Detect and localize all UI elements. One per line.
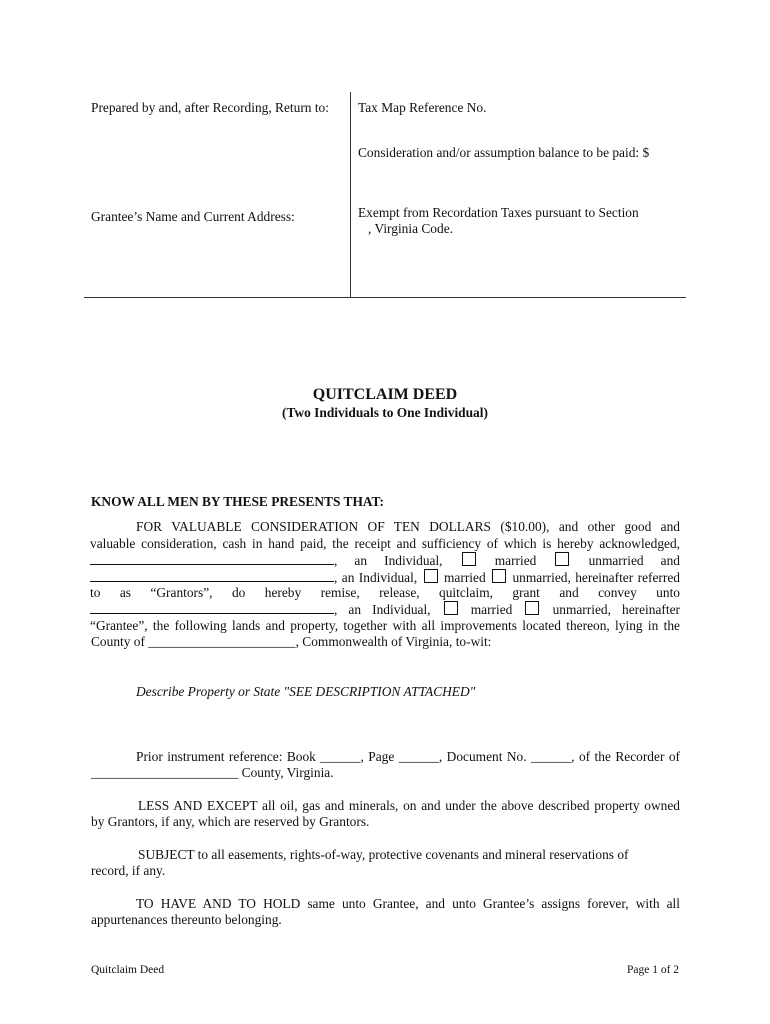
header-horizontal-divider bbox=[84, 297, 686, 298]
grantee-address-label: Grantee’s Name and Current Address: bbox=[91, 209, 295, 224]
p1-line-8: County of ______________________, Commonwealth of Virginia, to-wit: bbox=[91, 634, 492, 649]
p1-line-3-text-a: , an Individual, bbox=[334, 553, 443, 568]
footer-document-name: Quitclaim Deed bbox=[91, 964, 165, 976]
grantor-2-name-blank[interactable] bbox=[90, 569, 334, 582]
p1-line-3-text-c: unmarried and bbox=[588, 553, 680, 568]
p1-line-2: valuable consideration, cash in hand paid, the receipt and sufficiency of which is hereby acknowledged, bbox=[90, 536, 680, 551]
less-except-line-1: LESS AND EXCEPT all oil, gas and minerals, on and under the above described property owned bbox=[138, 798, 680, 813]
describe-property-text: Describe Property or State "SEE DESCRIPTION ATTACHED" bbox=[136, 684, 476, 699]
to-have-line-1: TO HAVE AND TO HOLD same unto Grantee, and unto Grantee’s assigns forever, with all bbox=[136, 896, 680, 911]
grantee-name-blank[interactable] bbox=[90, 601, 334, 614]
p1-line-3-text-b: married bbox=[494, 553, 537, 568]
header-vertical-divider bbox=[350, 92, 351, 298]
p1-line-4-text-b: married bbox=[444, 570, 486, 585]
consideration-label: Consideration and/or assumption balance to be paid: $ bbox=[358, 145, 650, 160]
p1-line-6-text-b: married bbox=[470, 602, 513, 617]
grantor-1-name-blank[interactable] bbox=[90, 552, 334, 565]
to-have-line-2: appurtenances thereunto belonging. bbox=[91, 912, 282, 927]
grantor-1-unmarried-checkbox[interactable] bbox=[555, 552, 569, 566]
prepared-by-label: Prepared by and, after Recording, Return to: bbox=[91, 100, 329, 115]
footer-page-number: Page 1 of 2 bbox=[627, 964, 680, 976]
grantor-2-unmarried-checkbox[interactable] bbox=[492, 569, 506, 583]
intro-heading: KNOW ALL MEN BY THESE PRESENTS THAT: bbox=[91, 494, 384, 509]
p1-line-7: “Grantee”, the following lands and property, together with all improvements located thereon, lying in the bbox=[90, 618, 680, 633]
exempt-line-1: Exempt from Recordation Taxes pursuant to Section bbox=[358, 205, 639, 220]
grantee-unmarried-checkbox[interactable] bbox=[525, 601, 539, 615]
subject-line-1: SUBJECT to all easements, rights-of-way, protective covenants and mineral reservations of bbox=[138, 847, 629, 862]
exempt-line-2: , Virginia Code. bbox=[368, 221, 453, 236]
p1-line-6-text-c: unmarried, hereinafter bbox=[552, 602, 680, 617]
page-subtitle: (Two Individuals to One Individual) bbox=[282, 405, 488, 420]
p1-line-4-text-a: , an Individual, bbox=[334, 570, 418, 585]
p1-line-4-text-c: unmarried, hereinafter referred bbox=[512, 570, 680, 585]
subject-line-2: record, if any. bbox=[91, 863, 166, 878]
grantor-2-married-checkbox[interactable] bbox=[424, 569, 438, 583]
prior-reference-line-2: ______________________ County, Virginia. bbox=[91, 765, 334, 780]
less-except-line-2: by Grantors, if any, which are reserved by Grantors. bbox=[91, 814, 370, 829]
page-title: QUITCLAIM DEED bbox=[312, 386, 458, 403]
p1-line-5: to as “Grantors”, do hereby remise, release, quitclaim, grant and convey unto bbox=[90, 585, 680, 600]
grantor-1-married-checkbox[interactable] bbox=[462, 552, 476, 566]
tax-map-label: Tax Map Reference No. bbox=[358, 100, 487, 115]
p1-line-3 bbox=[90, 552, 680, 568]
p1-line-6-text-a: , an Individual, bbox=[334, 602, 431, 617]
p1-line-1: FOR VALUABLE CONSIDERATION OF TEN DOLLARS ($10.00), and other good and bbox=[136, 519, 680, 534]
p1-line-6 bbox=[90, 601, 680, 617]
grantee-married-checkbox[interactable] bbox=[444, 601, 458, 615]
prior-reference-line-1: Prior instrument reference: Book ______, Page ______, Document No. ______, of the Recorder of bbox=[136, 749, 680, 764]
p1-line-4 bbox=[90, 569, 680, 585]
